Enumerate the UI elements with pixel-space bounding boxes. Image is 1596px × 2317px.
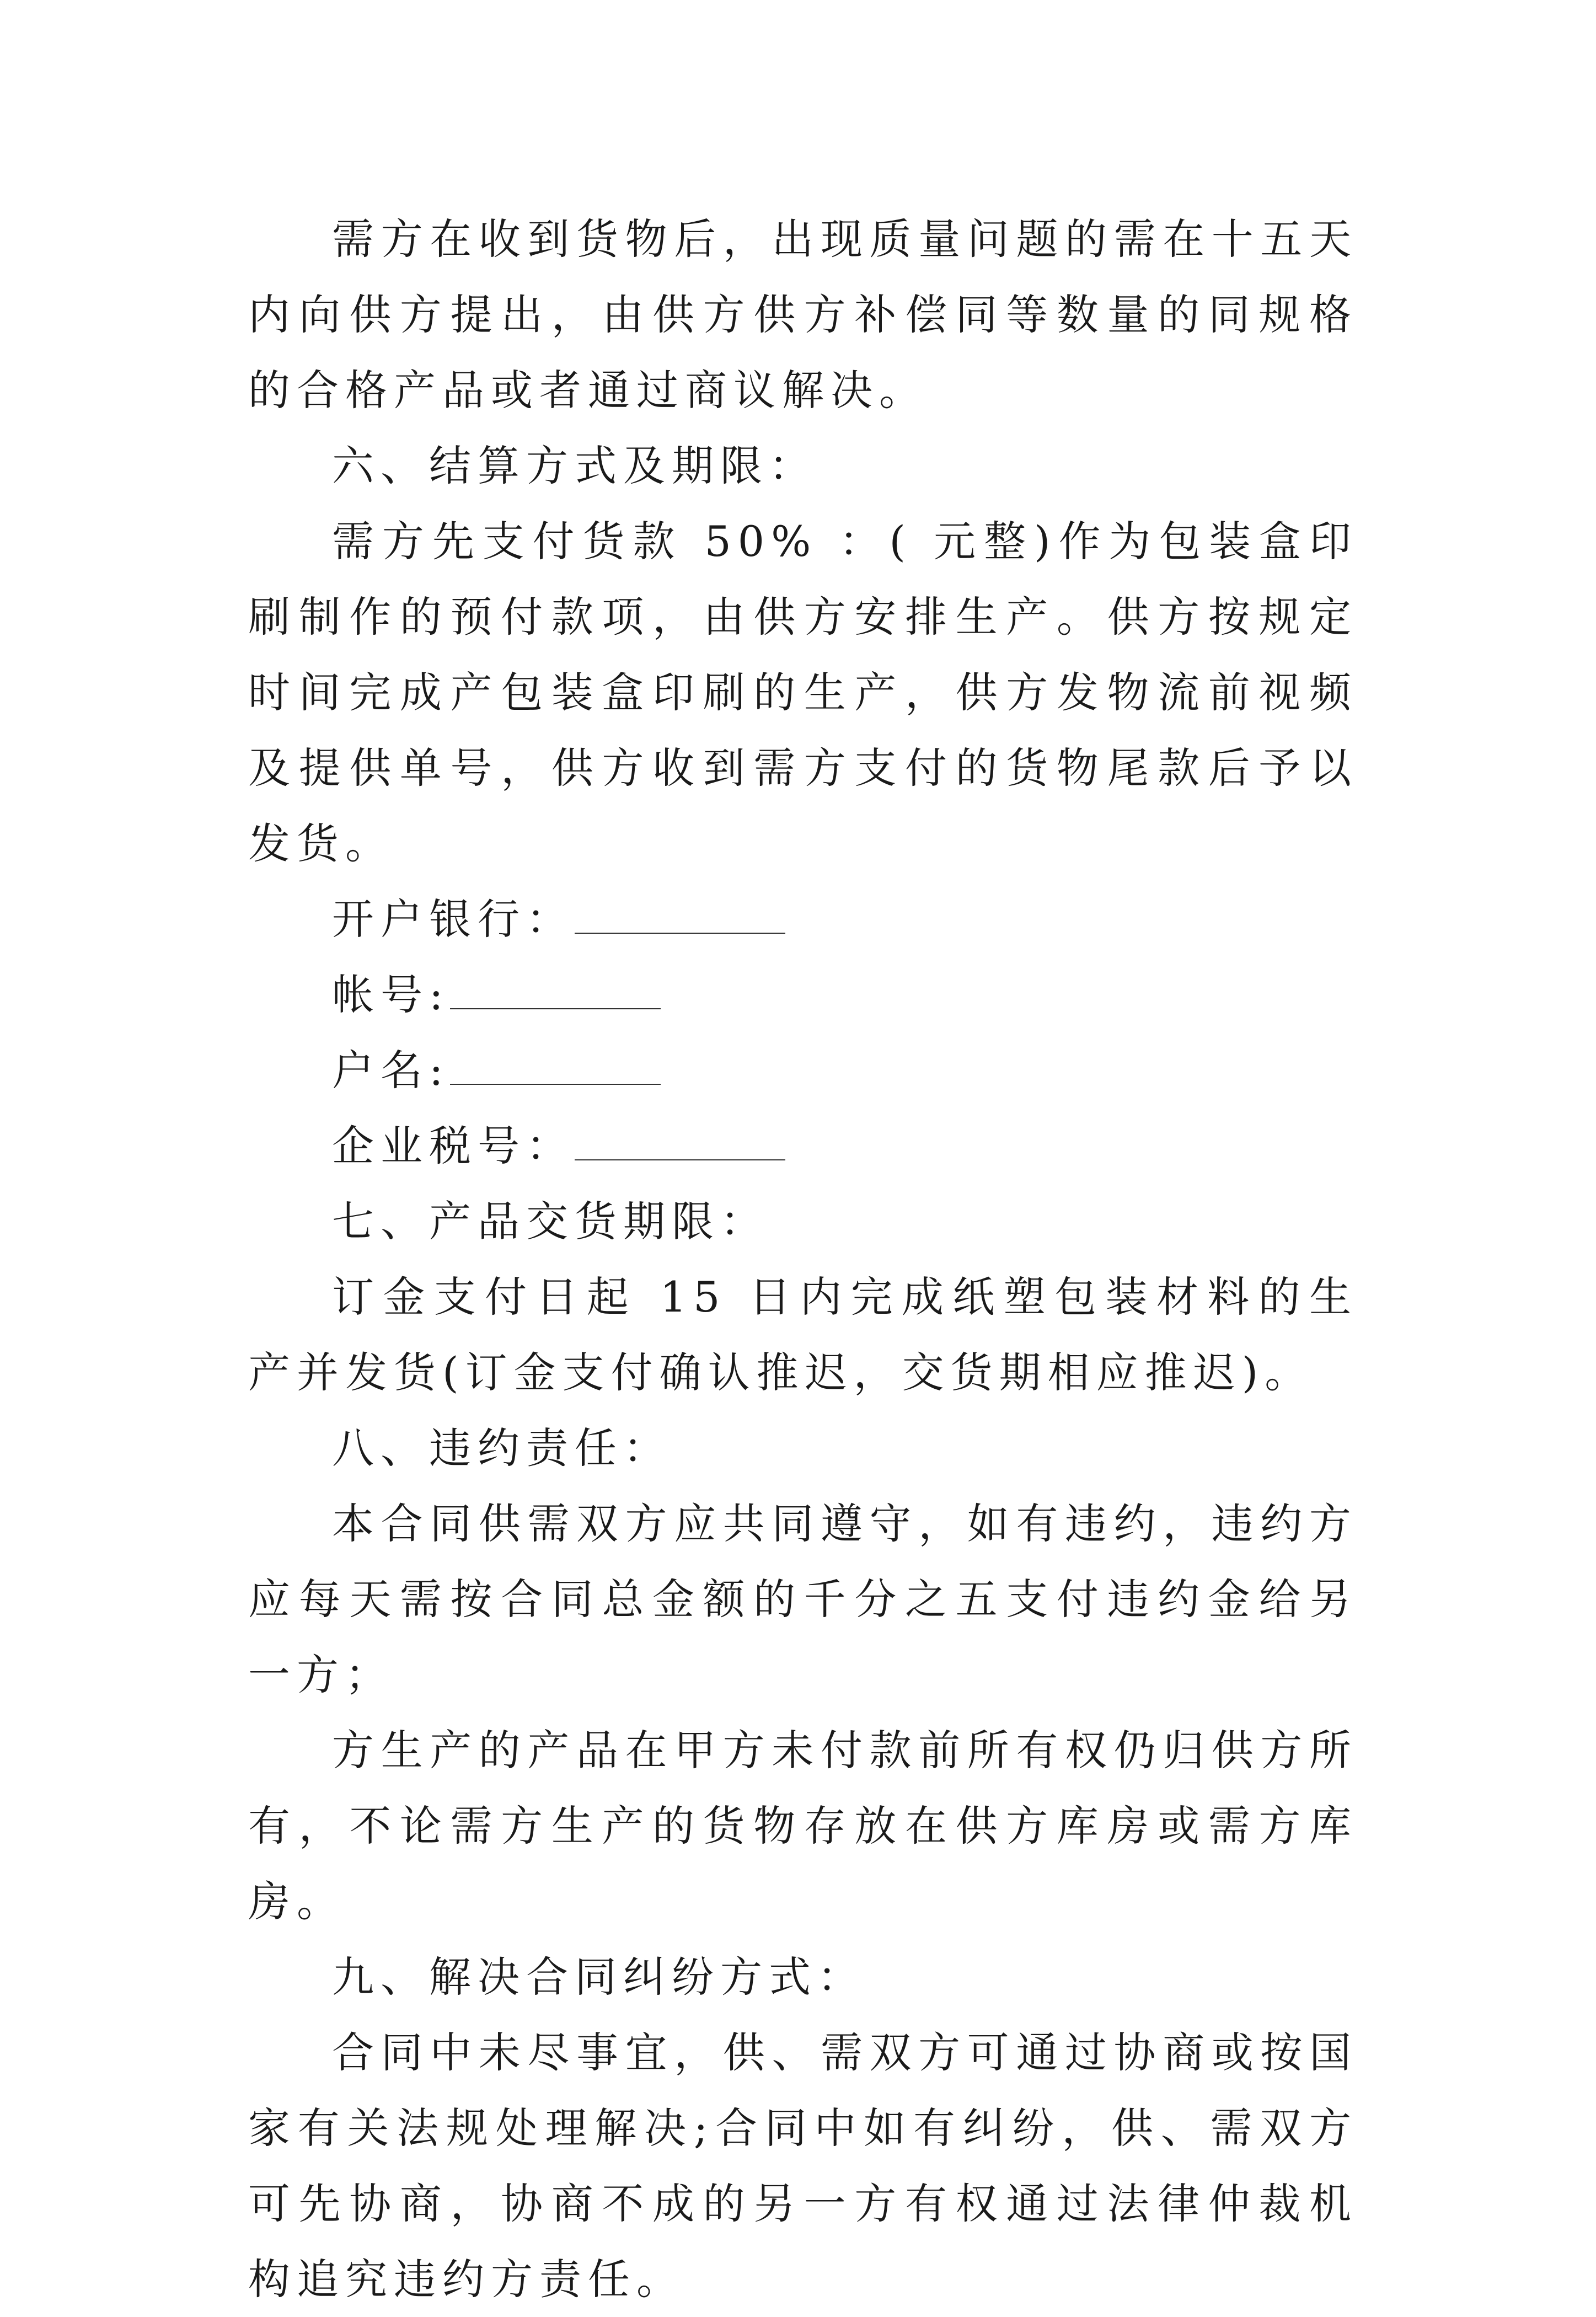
paragraph-delivery: 订金支付日起 15 日内完成纸塑包装材料的生产并发货(订金支付确认推迟，交货期相应推迟)。 bbox=[248, 1272, 1358, 1397]
heading-breach: 八、违约责任： bbox=[332, 1424, 672, 1473]
document-page bbox=[248, 201, 1358, 2317]
field-bank bbox=[248, 881, 1358, 957]
field-name bbox=[248, 1032, 1358, 1108]
field-account bbox=[248, 957, 1358, 1032]
paragraph-dispute: 合同中未尽事宜，供、需双方可通过协商或按国家有关法规处理解决;合同中如有纠纷，供、需双方可先协商，协商不成的另一方有权通过法律仲裁机构追究违约方责任。 bbox=[248, 2028, 1358, 2304]
paragraph-breach-b: 方生产的产品在甲方未付款前所有权仍归供方所有，不论需方生产的货物存放在供方库房或需方库房。 bbox=[248, 1726, 1358, 1926]
tax-blank bbox=[575, 1119, 785, 1160]
paragraph-payment-terms: 需方先支付货款 50% ：( 元整)作为包装盒印刷制作的预付款项，由供方安排生产。供方按规定时间完成产包装盒印刷的生产，供方发物流前视频及提供单号，供方收到需方支付的货物尾款后予以发货。 bbox=[248, 517, 1358, 868]
heading-settlement: 六、结算方式及期限： bbox=[332, 441, 817, 490]
bank-label: 开户银行： bbox=[332, 895, 575, 944]
paragraph-breach-a: 本合同供需双方应共同遵守，如有违约，违约方应每天需按合同总金额的千分之五支付违约金给另一方； bbox=[248, 1499, 1358, 1699]
account-blank bbox=[450, 967, 661, 1009]
bank-blank bbox=[575, 892, 785, 934]
tax-label: 企业税号： bbox=[332, 1121, 575, 1170]
heading-dispute: 九、解决合同纠纷方式： bbox=[332, 1952, 866, 2002]
name-label: 户名: bbox=[332, 1046, 450, 1095]
account-label: 帐号: bbox=[332, 970, 450, 1019]
field-tax bbox=[248, 1108, 1358, 1184]
name-blank bbox=[450, 1043, 661, 1085]
paragraph-quality-issue: 需方在收到货物后，出现质量问题的需在十五天内向供方提出，由供方供方补偿同等数量的同规格的合格产品或者通过商议解决。 bbox=[248, 215, 1358, 415]
heading-delivery: 七、产品交货期限： bbox=[332, 1197, 769, 1246]
